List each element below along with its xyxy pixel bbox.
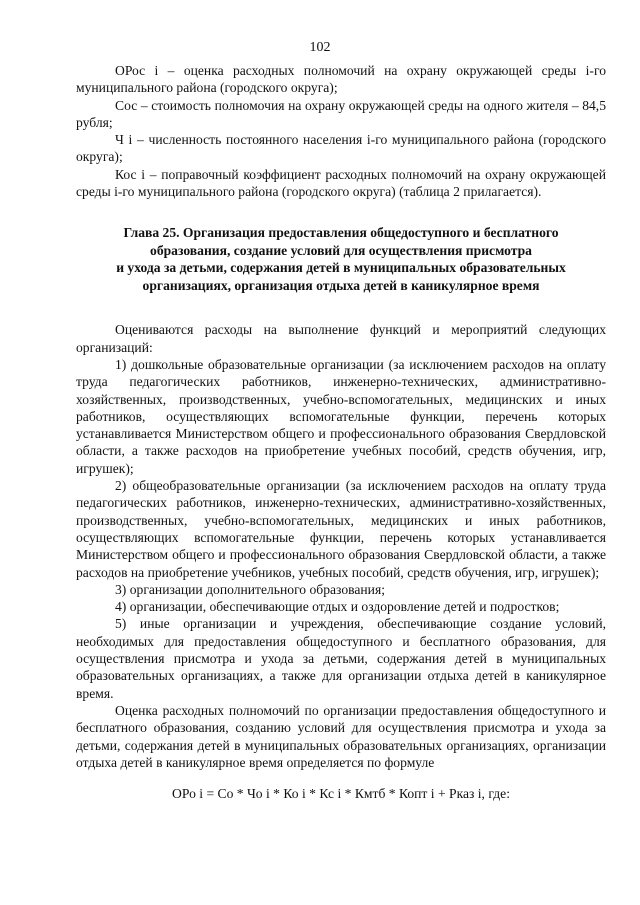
definition-sos: Сос – стоимость полномочия на охрану окружающей среды на одного жителя – 84,5 рубля; xyxy=(76,97,606,130)
list-item-4: 4) организации, обеспечивающие отдых и оздоровление детей и подростков; xyxy=(115,599,560,615)
chapter-title-line: организациях, организация отдыха детей в каникулярное время xyxy=(142,277,540,293)
chapter-title-line: образования, создание условий для осуществления присмотра xyxy=(150,242,532,258)
definition-chi: Ч i – численность постоянного населения i-го муниципального района (городского округа); xyxy=(76,132,606,165)
list-item-5: 5) иные организации и учреждения, обеспечивающие создание условий, необходимых для предоставления общедоступного и бесплатного образования, для осуществления присмотра и ухода за детьми, содержания детей в муниципальных образовательных организациях, а также для организации отдыха детей в каникулярное время. xyxy=(76,616,606,701)
page-number: 102 xyxy=(309,40,331,55)
assessment-paragraph: Оценка расходных полномочий по организации предоставления общедоступного и бесплатного образования, созданию условий для осуществления присмотра и ухода за детьми, содержания детей в муниципальных образовательных организациях, организации отдыха детей в каникулярное время определяется по формуле xyxy=(76,702,606,770)
chapter-title xyxy=(76,224,606,294)
list-item-2: 2) общеобразовательные организации (за исключением расходов на оплату труда педагогических работников, инженерно-технических, административно-хозяйственных, производственных, учебно-вспомогательных, медицинских и иных работников, осуществляющих вспомогательные функции, перечень которых устанавливается Министерством общего и профессионального образования Свердловской области, а также расходов на приобретение учебников, учебных пособий, средств обучения, игр, игрушек); xyxy=(76,478,606,580)
definition-kosi: Кос i – поправочный коэффициент расходных полномочий на охрану окружающей среды i-го муниципального района (городского округа) (таблица 2 прилагается). xyxy=(76,166,606,200)
formula: ОРо i = Со * Чо i * Ко i * Кс i * Кмтб * Копт i + Рказ i, где: xyxy=(172,786,510,802)
chapter-title-line: и ухода за детьми, содержания детей в муниципальных образовательных xyxy=(116,260,566,276)
page-content xyxy=(76,62,606,802)
chapter-title-line: Глава 25. Организация предоставления общедоступного и бесплатного xyxy=(123,225,559,241)
list-item-1: 1) дошкольные образовательные организации (за исключением расходов на оплату труда педагогических работников, инженерно-технических, административно-хозяйственных, производственных, учебно-вспомогательных, медицинских и иных работников, осуществляющих вспомогательные функции, перечень которых устанавливается Министерством общего и профессионального образования Свердловской области, а также расходов на приобретение учебных пособий, средств обучения, игр, игрушек); xyxy=(76,356,606,476)
intro-paragraph: Оцениваются расходы на выполнение функций и мероприятий следующих организаций: xyxy=(76,322,606,355)
list-item-3: 3) организации дополнительного образования; xyxy=(115,581,385,597)
definition-orosi: ОРос i – оценка расходных полномочий на охрану окружающей среды i-го муниципального района (городского округа); xyxy=(76,63,606,96)
